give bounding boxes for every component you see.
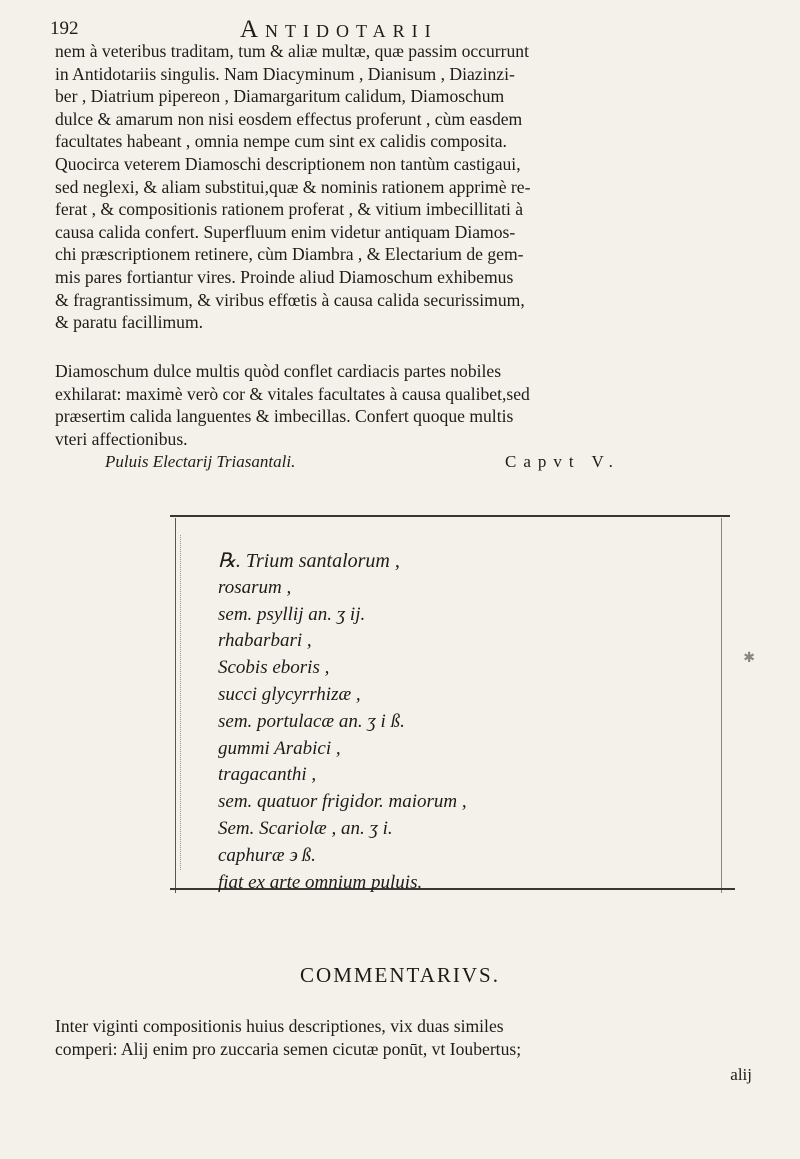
frame-top-rule	[170, 515, 730, 517]
text-line: & fragrantissimum, & viribus effœtis à causa calida securissimum,	[55, 289, 525, 310]
marginal-mark: ✱	[743, 651, 755, 666]
paragraph-2	[55, 360, 755, 450]
recipe-line: tragacanthi ,	[218, 764, 317, 786]
text-line: in Antidotariis singulis. Nam Diacyminum , Dianisum , Diazinzi-	[55, 63, 515, 84]
commentary-heading: COMMENTARIVS.	[300, 963, 500, 987]
text-line: Inter viginti compositionis huius descriptiones, vix duas similes	[55, 1016, 504, 1036]
text-line: & paratu facillimum.	[55, 312, 204, 333]
text-line: mis pares fortiantur vires. Proinde aliud Diamoschum exhibemus	[55, 266, 514, 287]
recipe-line: succi glycyrrhizæ ,	[218, 683, 361, 705]
running-title: Antidotarii	[240, 16, 438, 43]
text-line: Quocirca veterem Diamoschi descriptionem non tantùm castigaui,	[55, 153, 521, 174]
recipe-line: Scobis eboris ,	[218, 657, 330, 679]
recipe-line: rhabarbari ,	[218, 630, 312, 652]
text-line: vteri affectionibus.	[55, 428, 188, 449]
page-number: 192	[50, 18, 79, 39]
chapter-heading	[105, 452, 750, 478]
text-line: ferat , & compositionis rationem proferat , & vitium imbecillitati à	[55, 199, 524, 220]
recipe-list	[218, 548, 688, 896]
recipe-line: sem. quatuor frigidor. maiorum ,	[218, 791, 467, 813]
commentary-text	[55, 1015, 755, 1060]
text-line: præsertim calida languentes & imbecillas. Confert quoque multis	[55, 406, 514, 427]
catchword: alij	[730, 1065, 752, 1084]
recipe-line: sem. portulacæ an. ʒ i ß.	[218, 710, 405, 732]
text-line: causa calida confert. Superfluum enim videtur antiquam Diamos-	[55, 221, 516, 242]
text-line: facultates habeant , omnia nempe cum sint ex calidis composita.	[55, 131, 507, 152]
text-line: exhilarat: maximè verò cor & vitales facultates à causa qualibet,sed	[55, 383, 530, 404]
text-line: dulce & amarum non nisi eosdem effectus proferunt , cùm easdem	[55, 108, 523, 129]
text-line: sed neglexi, & aliam substitui,quæ & nominis rationem apprimè re-	[55, 176, 531, 197]
recipe-line: caphuræ ϶ ß.	[218, 844, 316, 866]
recipe-line: rosarum ,	[218, 576, 292, 598]
recipe-line: Sem. Scariolæ , an. ʒ i.	[218, 817, 393, 839]
recipe-line: sem. psyllij an. ʒ ij.	[218, 603, 366, 625]
text-line: chi præscriptionem retinere, cùm Diambra , & Electarium de gem-	[55, 244, 524, 265]
recipe-line: fiat ex arte omnium puluis.	[218, 871, 423, 893]
chapter-number: Capvt V.	[505, 452, 620, 471]
paragraph-1	[55, 40, 755, 334]
text-line: nem à veteribus traditam, tum & aliæ multæ, quæ passim occurrunt	[55, 41, 529, 61]
text-line: ber , Diatrium pipereon , Diamargaritum calidum, Diamoschum	[55, 86, 505, 107]
recipe-line: ℞. Trium santalorum ,	[218, 550, 400, 572]
recipe-line: gummi Arabici ,	[218, 737, 341, 759]
recipe-title: Puluis Electarij Triasantali.	[105, 452, 296, 471]
text-line: comperi: Alij enim pro zuccaria semen cicutæ ponūt, vt Ioubertus;	[55, 1038, 522, 1059]
text-line: Diamoschum dulce multis quòd conflet cardiacis partes nobiles	[55, 361, 502, 381]
